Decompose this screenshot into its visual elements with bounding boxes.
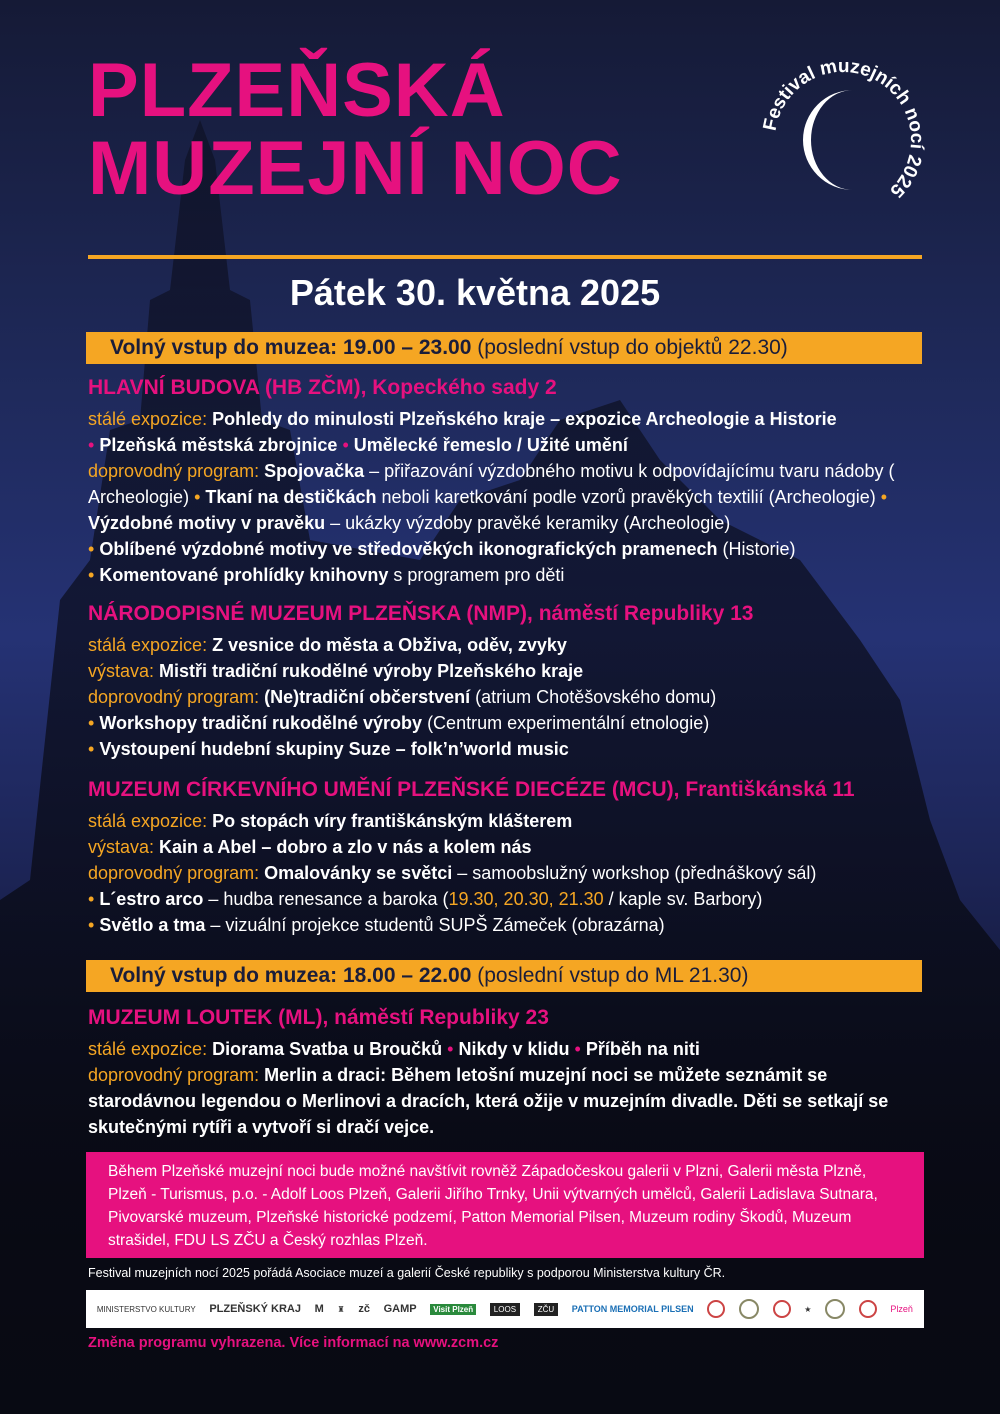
event-date: Pátek 30. května 2025 <box>289 272 661 313</box>
bullet-icon: • <box>88 713 95 733</box>
festival-badge-ring-text: Festival muzejních nocí 2025 <box>759 55 928 202</box>
other-venues-box: Během Plzeňské muzejní noci bude možné navštívit rovněž Západočeskou galerii v Plzni, Galerii města Plzně, Plzeň - Turismus, p.o. - Adolf Loos Plzeň, Galerii Jiřího Trnky, Unii výtvarných umělců, Galerii Ladislava Sutnara, Pivovarské muzeum, Plzeňské historické podzemí, Patton Memorial Pilsen, Muzeum rodiny Škodů, Muzeum strašidel, FDU LS ZČU a Český rozhlas Plzeň. <box>86 1152 924 1258</box>
exhibition-line: výstava: Kain a Abel – dobro a zlo v nás a kolem nás <box>88 837 532 857</box>
section-narodopisne-muzeum <box>88 600 938 762</box>
bullet-icon: • <box>88 435 95 455</box>
program-text: doprovodný program: Spojovačka – přiřazování výzdobného motivu k odpovídajícímu tvaru nádoby ( Archeologie) • Tkaní na destičkách neboli karetkování podle vzorů pravěkých textilií (Archeologie) • Výzdobné motivy v pravěku – ukázky výzdoby pravěké keramiky (Archeologie) <box>88 461 895 533</box>
bullet-icon: • <box>88 889 95 909</box>
divider <box>88 255 922 259</box>
program-line: • Komentované prohlídky knihovny s programem pro děti <box>88 565 565 585</box>
organizer-note: Festival muzejních nocí 2025 pořádá Asociace muzeí a galerií České republiky s podporou Ministerstva kultury ČR. <box>88 1266 726 1280</box>
sponsor-logos <box>86 1290 924 1328</box>
section-muzeum-loutek <box>88 1004 938 1140</box>
exhibitions-line: stálé expozice: Diorama Svatba u Broučků • Nikdy v klidu • Příběh na niti <box>88 1039 700 1059</box>
festival-badge <box>758 55 928 225</box>
program-line: • Vystoupení hudební skupiny Suze – folk’n’world music <box>88 739 569 759</box>
entry-band-2-note: (poslední vstup do ML 21.30) <box>471 964 749 987</box>
exhibitions-line-2: • Plzeňská městská zbrojnice • Umělecké řemeslo / Užité umění <box>88 435 628 455</box>
program-text: doprovodný program: Merlin a draci: Během letošní muzejní noci se můžete seznámit se starodávnou legendou o Merlinovi a dracích, která ožije v muzejním divadle. Děti se setkají se skutečnými rytíři a vytvoří si dračí vejce. <box>88 1065 889 1137</box>
entry-band-2 <box>86 960 922 992</box>
bullet-icon: • <box>88 539 95 559</box>
section-heading: MUZEUM LOUTEK (ML), náměstí Republiky 23 <box>88 1006 549 1029</box>
bullet-icon: • <box>342 435 349 455</box>
entry-band-2-time: Volný vstup do muzea: 18.00 – 22.00 <box>110 964 472 987</box>
logo-mg: M <box>314 1303 324 1315</box>
program-line: • Workshopy tradiční rukodělné výroby (Centrum experimentální etnologie) <box>88 713 710 733</box>
program-line: doprovodný program: Omalovánky se světci – samoobslužný workshop (přednáškový sál) <box>88 863 817 883</box>
program-line: • Oblíbené výzdobné motivy ve středověkých ikonografických pramenech (Historie) <box>88 539 796 559</box>
section-muzeum-cirkevniho-umeni <box>88 776 938 938</box>
star-icon: ★ <box>804 1304 812 1314</box>
bullet-icon: • <box>574 1039 581 1059</box>
section-hlavni-budova <box>88 374 938 588</box>
bullet-icon: • <box>88 565 95 585</box>
logo-plzensky-kraj: PLZEŇSKÝ KRAJ <box>209 1303 301 1315</box>
program-line: • Světlo a tma – vizuální projekce studentů SUPŠ Zámeček (obrazárna) <box>88 915 665 935</box>
footer-note: Změna programu vyhrazena. Více informací na www.zcm.cz <box>88 1335 499 1351</box>
logo-patton-memorial: PATTON MEMORIAL PILSEN <box>571 1304 694 1314</box>
logo-ministerstvo-kultury: MINISTERSTVO KULTURY <box>96 1304 196 1314</box>
seal-icon <box>773 1300 791 1318</box>
section-heading: MUZEUM CÍRKEVNÍHO UMĚNÍ PLZEŇSKÉ DIECÉZE (MCU), Františkánská 11 <box>88 778 855 801</box>
seal-icon <box>859 1300 877 1318</box>
exhibitions-line: stálé expozice: Pohledy do minulosti Plzeňského kraje – expozice Archeologie a Historie <box>88 409 837 429</box>
bullet-icon: • <box>880 487 888 507</box>
poster-title <box>88 48 623 211</box>
exhibition-line: výstava: Mistři tradiční rukodělné výroby Plzeňského kraje <box>88 661 584 681</box>
seal-icon <box>707 1300 725 1318</box>
bullet-icon: • <box>194 487 201 507</box>
section-heading: NÁRODOPISNÉ MUZEUM PLZEŇSKA (NMP), náměstí Republiky 13 <box>88 602 754 625</box>
bullet-icon: • <box>88 915 95 935</box>
entry-band-1-note: (poslední vstup do objektů 22.30) <box>471 336 788 359</box>
exhibition-line: stálá expozice: Po stopách víry františkánským klášterem <box>88 811 573 831</box>
logo-plzen: Plzeň <box>890 1304 913 1314</box>
seal-icon <box>739 1299 759 1319</box>
program-line: • L´estro arco – hudba renesance a baroka (19.30, 20.30, 21.30 / kaple sv. Barbory) <box>88 889 763 909</box>
logo-zcu: ZČU <box>534 1303 558 1316</box>
castle-icon: ♜ <box>337 1304 345 1314</box>
logo-loos: LOOS <box>490 1303 520 1316</box>
title-line-2: MUZEJNÍ NOC <box>88 126 623 211</box>
exhibition-line: stálá expozice: Z vesnice do města a Obživa, oděv, zvyky <box>88 635 567 655</box>
bullet-icon: • <box>447 1039 454 1059</box>
section-heading: HLAVNÍ BUDOVA (HB ZČM), Kopeckého sady 2 <box>88 376 557 399</box>
title-line-1: PLZEŇSKÁ <box>88 48 506 133</box>
logo-gamp: GAMP <box>383 1303 417 1315</box>
bullet-icon: • <box>88 739 95 759</box>
logo-zcg: zč <box>358 1303 370 1315</box>
entry-band-1-time: Volný vstup do muzea: 19.00 – 23.00 <box>110 336 472 359</box>
crescent-moon-icon <box>803 90 853 190</box>
logo-visit-plzen: Visit Plzeň <box>430 1304 476 1315</box>
seal-icon <box>825 1299 845 1319</box>
program-line: doprovodný program: (Ne)tradiční občerstvení (atrium Chotěšovského domu) <box>88 687 717 707</box>
entry-band-1 <box>86 332 922 364</box>
